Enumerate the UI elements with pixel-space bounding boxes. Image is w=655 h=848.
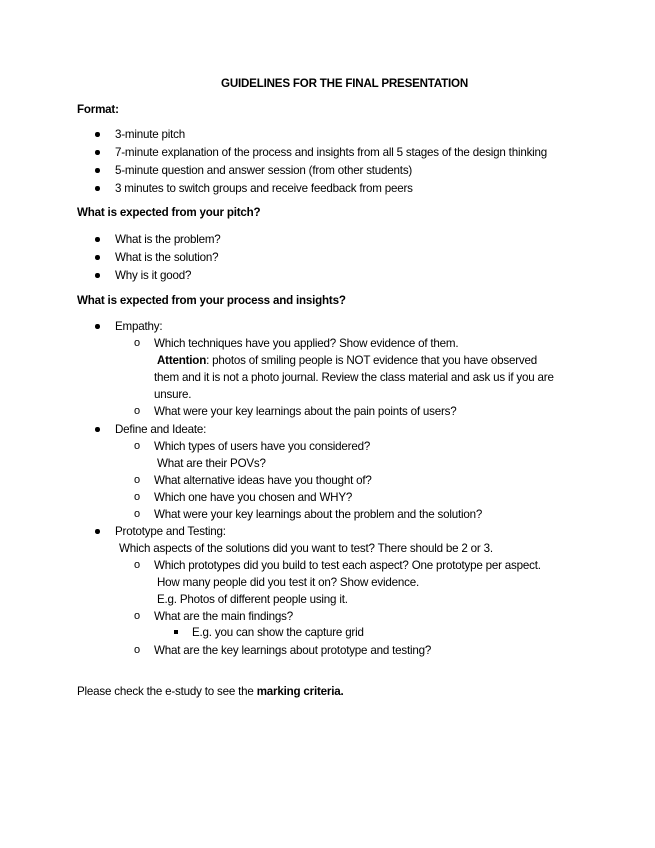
format-item: 7-minute explanation of the process and insights from all 5 stages of the design thinking (115, 146, 548, 159)
attention-text: them and it is not a photo journal. Review the class material and ask us if you are (154, 371, 554, 384)
bullet-icon (95, 237, 100, 242)
empathy-question: Which techniques have you applied? Show evidence of them. (154, 337, 459, 350)
prototype-question: What are the main findings? (154, 610, 293, 623)
circle-bullet-icon: o (134, 405, 140, 417)
attention-note (157, 354, 537, 368)
page-title: GUIDELINES FOR THE FINAL PRESENTATION (221, 77, 469, 90)
prototype-question: How many people did you test it on? Show evidence. (157, 576, 419, 589)
circle-bullet-icon: o (134, 337, 140, 349)
format-item: 5-minute question and answer session (from other students) (115, 164, 413, 177)
pitch-item: Why is it good? (115, 269, 192, 282)
attention-label: Attention (157, 354, 207, 367)
empathy-label: Empathy: (115, 320, 163, 333)
circle-bullet-icon: o (134, 440, 140, 452)
define-question: What alternative ideas have you thought of? (154, 474, 372, 487)
bullet-icon (95, 168, 100, 173)
empathy-question: What were your key learnings about the pain points of users? (154, 405, 457, 418)
bullet-icon (95, 150, 100, 155)
bullet-icon (95, 186, 100, 191)
prototype-label: Prototype and Testing: (115, 525, 226, 538)
format-item: 3 minutes to switch groups and receive feedback from peers (115, 182, 413, 195)
define-label: Define and Ideate: (115, 423, 207, 436)
bullet-icon (95, 255, 100, 260)
prototype-question: What are the key learnings about prototype and testing? (154, 644, 432, 657)
prototype-question: E.g. Photos of different people using it. (157, 593, 348, 606)
define-question: Which types of users have you considered? (154, 440, 371, 453)
circle-bullet-icon: o (134, 491, 140, 503)
circle-bullet-icon: o (134, 644, 140, 656)
prototype-intro: Which aspects of the solutions did you want to test? There should be 2 or 3. (119, 542, 493, 555)
pitch-heading: What is expected from your pitch? (77, 206, 261, 219)
circle-bullet-icon: o (134, 474, 140, 486)
define-question: Which one have you chosen and WHY? (154, 491, 353, 504)
format-item: 3-minute pitch (115, 128, 186, 141)
pitch-item: What is the solution? (115, 251, 219, 264)
circle-bullet-icon: o (134, 508, 140, 520)
footer-note (77, 685, 344, 699)
prototype-question: Which prototypes did you build to test each aspect? One prototype per aspect. (154, 559, 541, 572)
attention-text: unsure. (154, 388, 192, 401)
bullet-icon (95, 529, 100, 534)
bullet-icon (95, 273, 100, 278)
bullet-icon (95, 324, 100, 329)
marking-criteria: marking criteria. (256, 685, 344, 698)
bullet-icon (95, 427, 100, 432)
square-bullet-icon (174, 630, 178, 634)
define-question: What are their POVs? (157, 457, 266, 470)
prototype-subitem: E.g. you can show the capture grid (192, 626, 364, 639)
process-heading: What is expected from your process and insights? (77, 294, 346, 307)
bullet-icon (95, 132, 100, 137)
attention-text: : photos of smiling people is NOT evidence that you have observed (206, 354, 538, 367)
footer-text: Please check the e-study to see the (77, 685, 257, 698)
define-question: What were your key learnings about the problem and the solution? (154, 508, 483, 521)
pitch-item: What is the problem? (115, 233, 221, 246)
format-heading: Format: (77, 103, 119, 116)
circle-bullet-icon: o (134, 610, 140, 622)
circle-bullet-icon: o (134, 559, 140, 571)
